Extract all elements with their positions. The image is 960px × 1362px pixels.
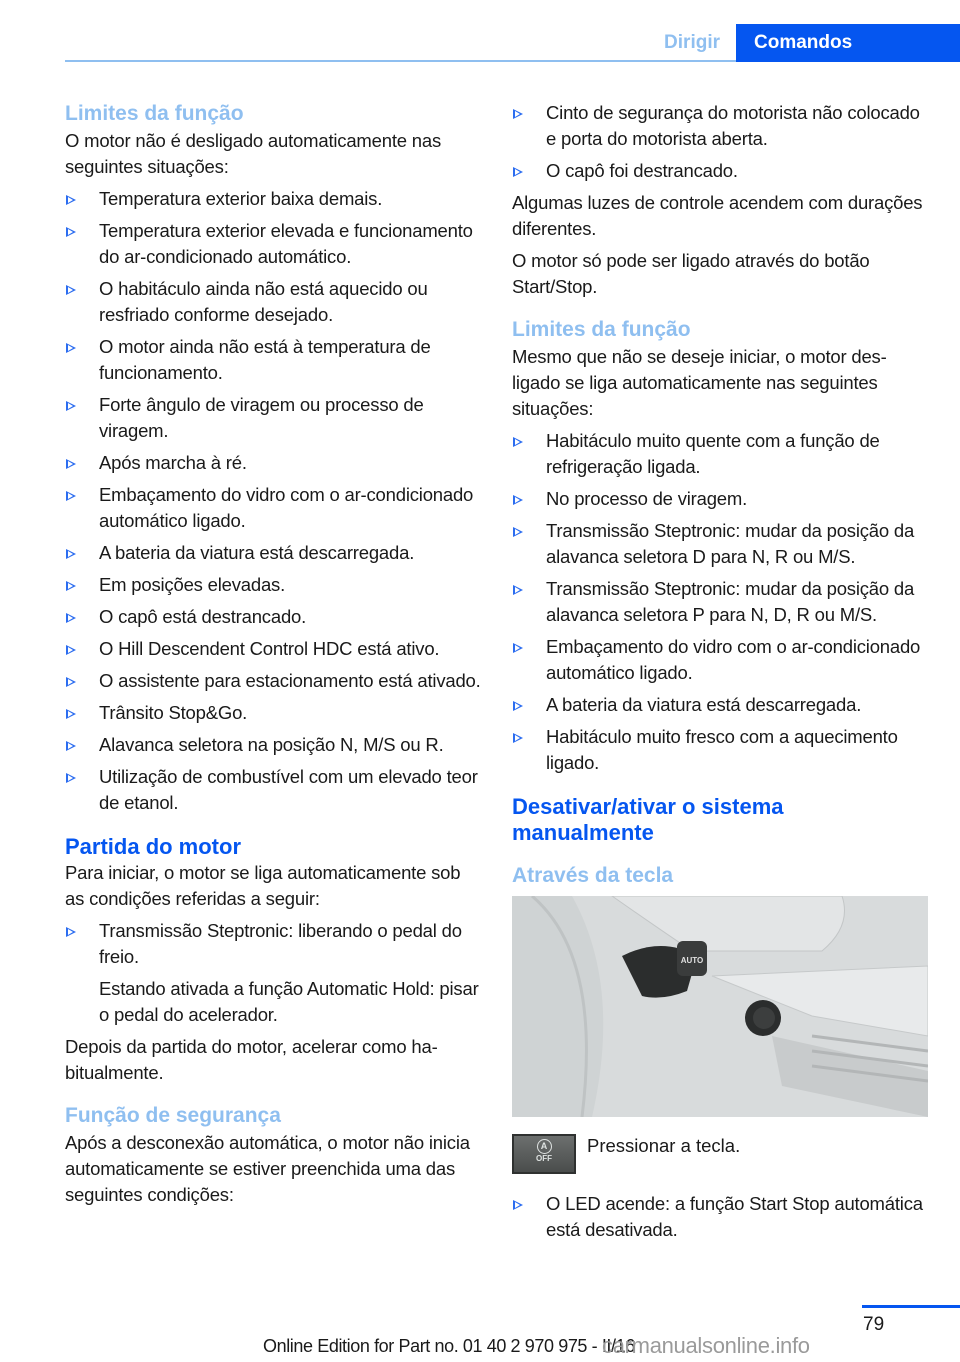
limits-intro: O motor não é desligado automaticamente nas seguintes situações: bbox=[65, 130, 442, 177]
triangle-bullet-icon bbox=[66, 549, 76, 559]
list-item: Transmissão Steptronic: mudar da posição da alavanca seletora P para N, D, R ou M/S. bbox=[512, 576, 928, 628]
led-list bbox=[512, 1191, 928, 1243]
engine-start-intro: Para iniciar, o motor se liga automaticamente sob as condições referidas a seguir: bbox=[65, 862, 461, 909]
triangle-bullet-icon bbox=[513, 109, 523, 119]
triangle-bullet-icon bbox=[513, 167, 523, 177]
list-item: Habitáculo muito fresco com a aquecimento ligado. bbox=[512, 724, 928, 776]
limits-2-list bbox=[512, 428, 928, 776]
triangle-bullet-icon bbox=[66, 491, 76, 501]
key-instruction-row bbox=[512, 1133, 928, 1181]
list-item: O assistente para estacionamento está ativado. bbox=[65, 668, 481, 694]
list-item: O LED acende: a função Start Stop automática está desativada. bbox=[512, 1191, 928, 1243]
footer-rule bbox=[862, 1305, 960, 1308]
list-item: Após marcha à ré. bbox=[65, 450, 481, 476]
safety-list bbox=[512, 100, 928, 184]
triangle-bullet-icon bbox=[66, 343, 76, 353]
dashboard-illustration bbox=[512, 896, 928, 1117]
key-instruction-text: Pressionar a tecla. bbox=[587, 1135, 741, 1156]
list-item: Temperatura exterior baixa demais. bbox=[65, 186, 481, 212]
list-item: Alavanca seletora na posição N, M/S ou R. bbox=[65, 732, 481, 758]
heading-limits: Limites da função bbox=[65, 102, 244, 125]
heading-safety: Função de segurança bbox=[65, 1104, 281, 1127]
list-item: Transmissão Steptronic: mudar da posição da alavanca seletora D para N, R ou M/S. bbox=[512, 518, 928, 570]
steering-column-illustration-icon bbox=[512, 896, 928, 1117]
heading-limits-2: Limites da função bbox=[512, 318, 691, 341]
triangle-bullet-icon bbox=[66, 677, 76, 687]
triangle-bullet-icon bbox=[513, 1200, 523, 1210]
triangle-bullet-icon bbox=[513, 495, 523, 505]
triangle-bullet-icon bbox=[66, 459, 76, 469]
page-number: 79 bbox=[863, 1314, 885, 1335]
triangle-bullet-icon bbox=[66, 741, 76, 751]
start-stop-button-note: O motor só pode ser ligado através do botão Start/Stop. bbox=[512, 250, 870, 297]
lever-auto-label: AUTO bbox=[680, 956, 704, 965]
list-item: Cinto de segurança do motorista não colocado e porta do motorista aberta. bbox=[512, 100, 928, 152]
triangle-bullet-icon bbox=[66, 613, 76, 623]
list-item: Embaçamento do vidro com o ar-condicionado automático ligado. bbox=[65, 482, 481, 534]
list-item: O habitáculo ainda não está aquecido ou resfriado conforme desejado. bbox=[65, 276, 481, 328]
heading-engine-start: Partida do motor bbox=[65, 834, 242, 859]
list-item: A bateria da viatura está descarregada. bbox=[512, 692, 928, 718]
engine-start-after: Depois da partida do motor, acelerar como habitualmente. bbox=[65, 1036, 438, 1083]
list-item: Embaçamento do vidro com o ar-condicionado automático ligado. bbox=[512, 634, 928, 686]
edition-note: Online Edition for Part no. 01 40 2 970 975 - II/16 bbox=[263, 1336, 635, 1356]
right-column bbox=[512, 100, 928, 1249]
limits-2-intro: Mesmo que não se deseje iniciar, o motor desligado se liga automaticamente nas seguintes situações: bbox=[512, 346, 887, 419]
triangle-bullet-icon bbox=[66, 581, 76, 591]
limits-list bbox=[65, 186, 481, 816]
chapter-tab-comandos: Comandos bbox=[736, 24, 960, 62]
triangle-bullet-icon bbox=[513, 701, 523, 711]
triangle-bullet-icon bbox=[513, 527, 523, 537]
list-item: Em posições elevadas. bbox=[65, 572, 481, 598]
list-item: Habitáculo muito quente com a função de refrigeração ligada. bbox=[512, 428, 928, 480]
list-item: Utilização de combustível com um elevado teor de etanol. bbox=[65, 764, 481, 816]
triangle-bullet-icon bbox=[66, 773, 76, 783]
list-item-note: Estando ativada a função Automatic Hold: pisar o pedal do acelerador. bbox=[99, 978, 479, 1025]
triangle-bullet-icon bbox=[513, 643, 523, 653]
triangle-bullet-icon bbox=[513, 733, 523, 743]
safety-intro: Após a desconexão automática, o motor não inicia automaticamente se estiver preenchida uma das seguintes condições: bbox=[65, 1132, 470, 1205]
triangle-bullet-icon bbox=[66, 401, 76, 411]
list-item: Trânsito Stop&Go. bbox=[65, 700, 481, 726]
triangle-bullet-icon bbox=[513, 585, 523, 595]
left-column bbox=[65, 100, 481, 1214]
list-item: Forte ângulo de viragem ou processo de viragem. bbox=[65, 392, 481, 444]
triangle-bullet-icon bbox=[66, 645, 76, 655]
watermark: carmanualsonline.info bbox=[602, 1333, 810, 1358]
triangle-bullet-icon bbox=[66, 285, 76, 295]
triangle-bullet-icon bbox=[66, 927, 76, 937]
section-tab-dirigir: Dirigir bbox=[664, 32, 720, 53]
list-item: O Hill Descendent Control HDC está ativo. bbox=[65, 636, 481, 662]
triangle-bullet-icon bbox=[66, 709, 76, 719]
heading-manual-toggle: Desativar/ativar o sistema manualmente bbox=[512, 794, 784, 845]
list-item: Transmissão Steptronic: liberando o pedal do freio. Estando ativada a função Automatic Hold: pisar o pedal do acelerador. bbox=[65, 918, 481, 1028]
triangle-bullet-icon bbox=[66, 195, 76, 205]
list-item: A bateria da viatura está descarregada. bbox=[65, 540, 481, 566]
list-item: O motor ainda não está à temperatura de funcionamento. bbox=[65, 334, 481, 386]
engine-start-list bbox=[65, 918, 481, 1028]
list-item: O capô foi destrancado. bbox=[512, 158, 928, 184]
list-item: Temperatura exterior elevada e funcionamento do ar-condicionado automático. bbox=[65, 218, 481, 270]
list-item: No processo de viragem. bbox=[512, 486, 928, 512]
heading-via-button: Através da tecla bbox=[512, 864, 674, 887]
list-item: O capô está destrancado. bbox=[65, 604, 481, 630]
triangle-bullet-icon bbox=[513, 437, 523, 447]
control-lights-note: Algumas luzes de controle acendem com durações diferentes. bbox=[512, 192, 923, 239]
triangle-bullet-icon bbox=[66, 227, 76, 237]
auto-start-stop-off-icon: A OFF bbox=[512, 1134, 576, 1174]
header-rule bbox=[65, 60, 737, 62]
